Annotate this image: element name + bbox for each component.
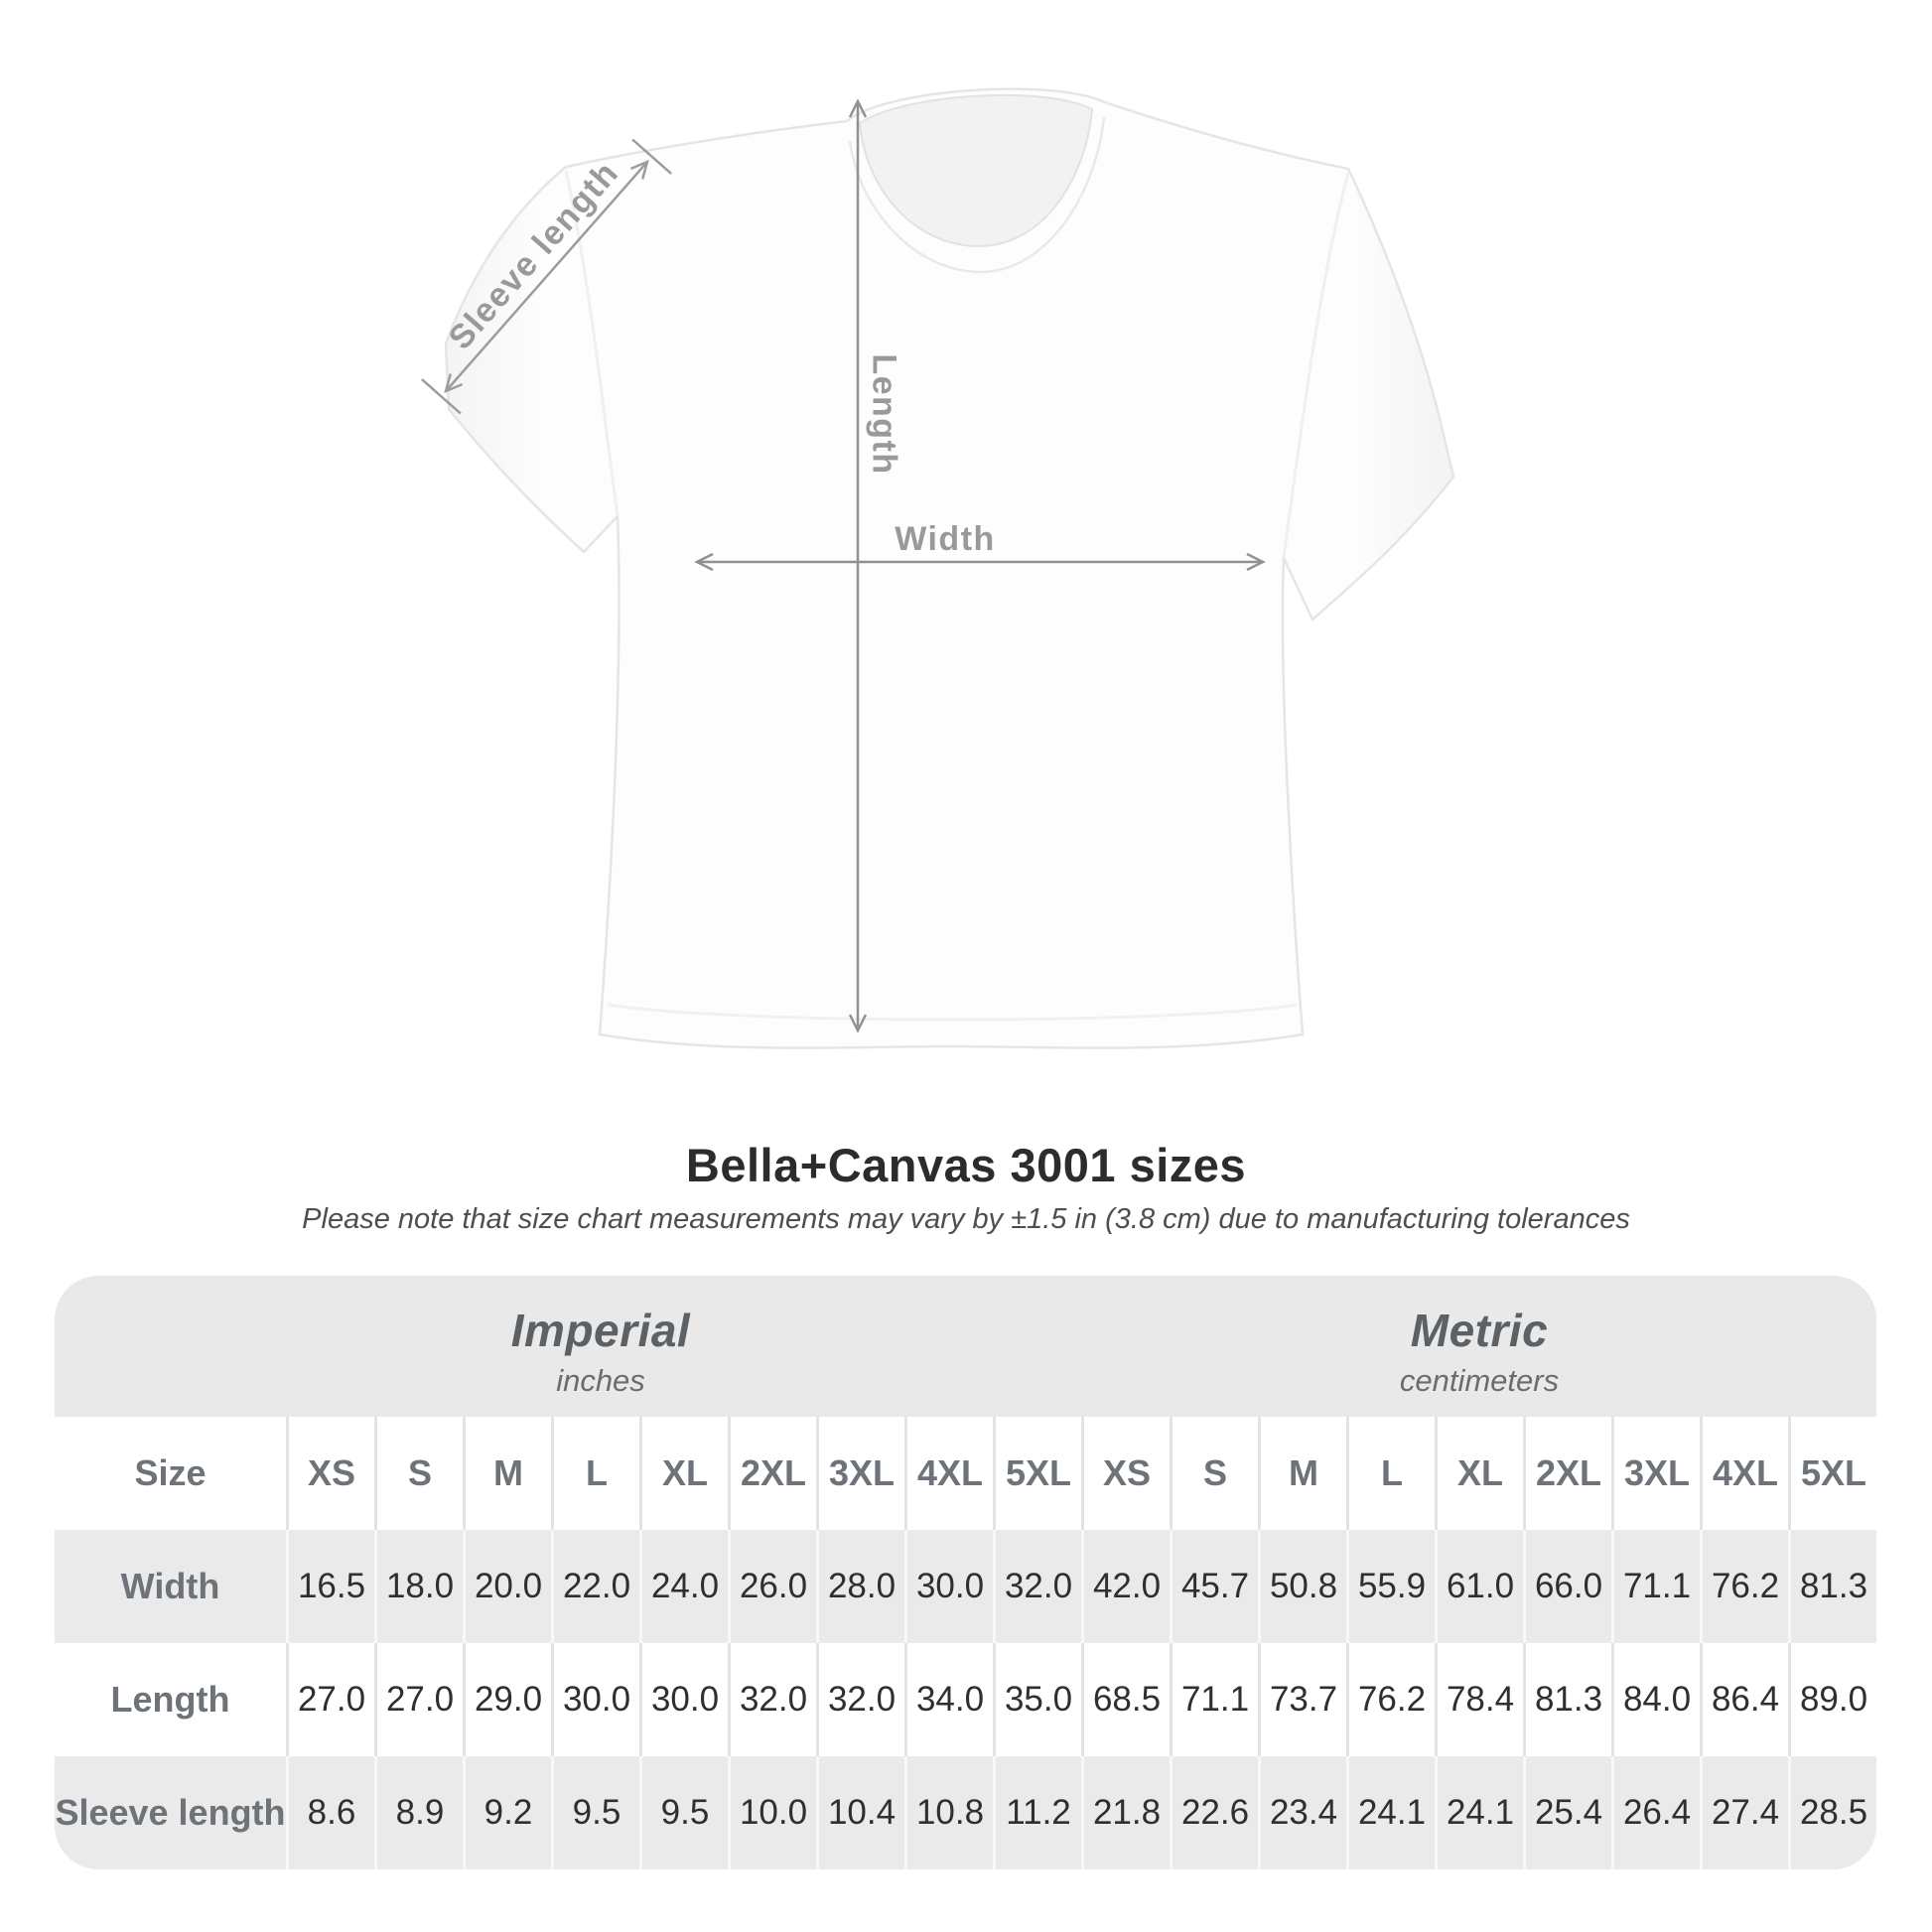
value-cell: 21.8 [1081,1756,1170,1869]
sleeve-length-label: Sleeve length [441,153,626,357]
tshirt-shape [446,89,1453,1048]
size-header-cell: M [463,1417,551,1530]
value-cell: 34.0 [904,1643,993,1756]
value-cell: 42.0 [1081,1530,1170,1643]
row-label: Length [110,1679,230,1720]
value-cell: 28.0 [816,1530,904,1643]
size-header-cell: 5XL [1788,1417,1876,1530]
value-cell: 30.0 [904,1530,993,1643]
value-cell: 30.0 [639,1643,728,1756]
value-cell: 29.0 [463,1643,551,1756]
size-header-cell: 4XL [904,1417,993,1530]
value-cell: 32.0 [728,1643,816,1756]
value-cell: 8.9 [374,1756,463,1869]
value-cell: 9.5 [639,1756,728,1869]
value-cell: 27.0 [286,1643,374,1756]
size-header-cell: 2XL [728,1417,816,1530]
value-cell: 71.1 [1170,1643,1258,1756]
value-cell: 30.0 [551,1643,639,1756]
imperial-header: Imperial [510,1305,691,1356]
value-cell: 89.0 [1788,1643,1876,1756]
size-chart-table [55,1276,1876,1869]
size-header-cell: S [374,1417,463,1530]
imperial-unit-label: inches [556,1363,645,1398]
value-cell: 10.0 [728,1756,816,1869]
value-cell: 76.2 [1346,1643,1435,1756]
size-header-cell: S [1170,1417,1258,1530]
value-cell: 66.0 [1523,1530,1611,1643]
value-cell: 26.4 [1611,1756,1700,1869]
value-cell: 32.0 [816,1643,904,1756]
value-cell: 16.5 [286,1530,374,1643]
value-cell: 8.6 [286,1756,374,1869]
size-header-cell: 2XL [1523,1417,1611,1530]
length-label: Length [865,353,903,476]
size-header-cell: XL [639,1417,728,1530]
size-header-row [55,1417,1876,1530]
value-cell: 73.7 [1258,1643,1346,1756]
size-grid [55,1417,1876,1869]
value-cell: 10.8 [904,1756,993,1869]
row-label: Width [120,1566,220,1606]
value-cell: 71.1 [1611,1530,1700,1643]
width-label: Width [895,520,996,558]
value-cell: 86.4 [1700,1643,1788,1756]
unit-group-imperial [382,1276,819,1399]
size-header-cell: 4XL [1700,1417,1788,1530]
measurement-row [55,1756,1876,1869]
row-label: Sleeve length [55,1792,286,1833]
value-cell: 32.0 [993,1530,1081,1643]
value-cell: 18.0 [374,1530,463,1643]
value-cell: 10.4 [816,1756,904,1869]
value-cell: 50.8 [1258,1530,1346,1643]
value-cell: 9.5 [551,1756,639,1869]
page-subtitle: Please note that size chart measurements may vary by ±1.5 in (3.8 cm) due to manufacturing tolerances [302,1203,1630,1235]
value-cell: 45.7 [1170,1530,1258,1643]
size-header-cell: L [1346,1417,1435,1530]
value-cell: 26.0 [728,1530,816,1643]
value-cell: 20.0 [463,1530,551,1643]
size-header-cell: 5XL [993,1417,1081,1530]
size-header-cell: L [551,1417,639,1530]
value-cell: 78.4 [1435,1643,1523,1756]
value-cell: 22.6 [1170,1756,1258,1869]
value-cell: 84.0 [1611,1643,1700,1756]
value-cell: 27.0 [374,1643,463,1756]
value-cell: 25.4 [1523,1756,1611,1869]
size-header-cell: M [1258,1417,1346,1530]
value-cell: 68.5 [1081,1643,1170,1756]
metric-unit-label: centimeters [1399,1363,1560,1398]
size-column-header: Size [134,1452,207,1493]
value-cell: 24.1 [1346,1756,1435,1869]
value-cell: 55.9 [1346,1530,1435,1643]
metric-header: Metric [1410,1305,1549,1356]
unit-header-band [55,1276,1876,1417]
size-header-cell: 3XL [816,1417,904,1530]
size-header-cell: XS [1081,1417,1170,1530]
value-cell: 61.0 [1435,1530,1523,1643]
value-cell: 24.0 [639,1530,728,1643]
measurement-row [55,1643,1876,1756]
page-title: Bella+Canvas 3001 sizes [685,1139,1247,1191]
value-cell: 11.2 [993,1756,1081,1869]
value-cell: 24.1 [1435,1756,1523,1869]
value-cell: 35.0 [993,1643,1081,1756]
size-header-cell: XS [286,1417,374,1530]
value-cell: 76.2 [1700,1530,1788,1643]
value-cell: 27.4 [1700,1756,1788,1869]
measurement-row [55,1530,1876,1643]
unit-group-metric [1261,1276,1698,1399]
value-cell: 28.5 [1788,1756,1876,1869]
value-cell: 81.3 [1788,1530,1876,1643]
size-header-cell: XL [1435,1417,1523,1530]
value-cell: 22.0 [551,1530,639,1643]
value-cell: 23.4 [1258,1756,1346,1869]
value-cell: 9.2 [463,1756,551,1869]
size-header-cell: 3XL [1611,1417,1700,1530]
value-cell: 81.3 [1523,1643,1611,1756]
